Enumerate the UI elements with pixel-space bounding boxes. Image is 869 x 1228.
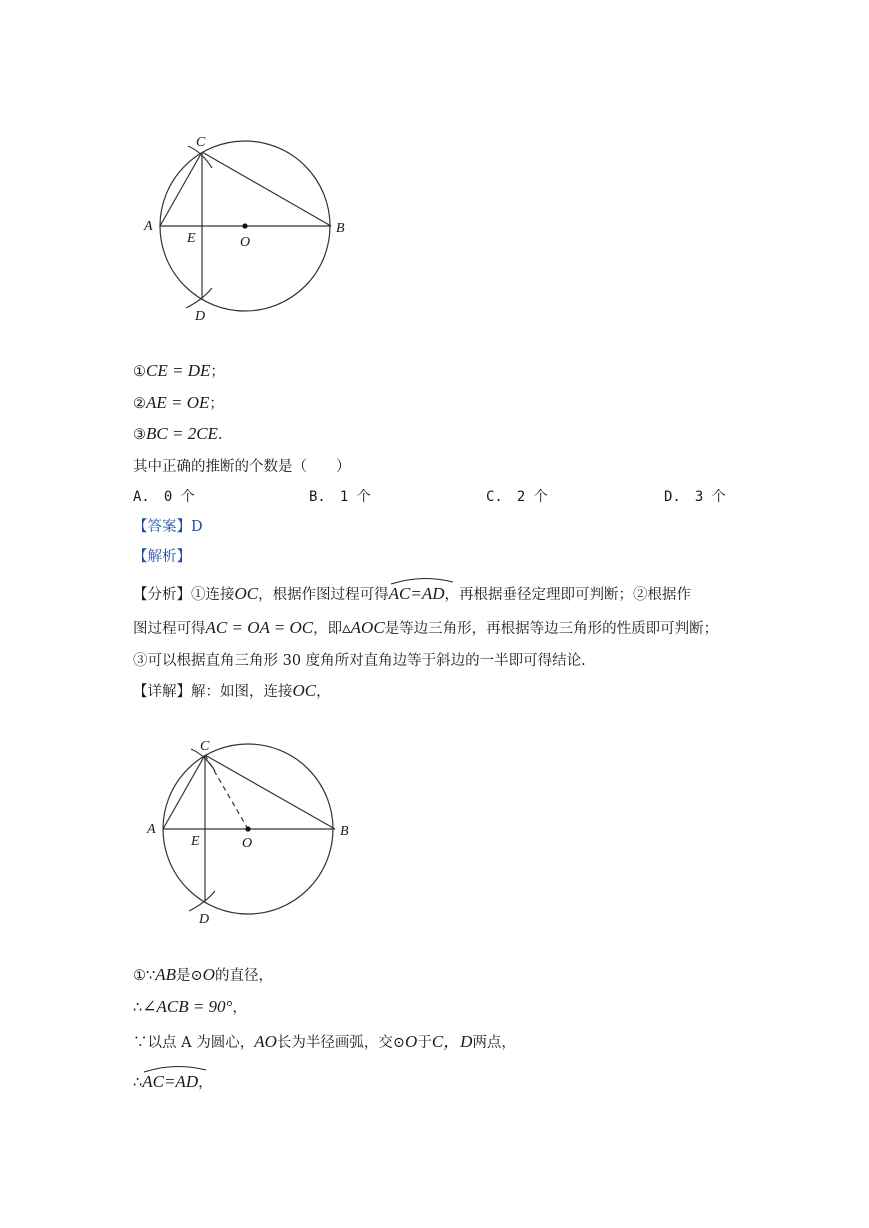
option-a: A. 0 个 — [133, 489, 195, 505]
label-E: E — [191, 834, 200, 849]
fenxi-line-3: ③可以根据直角三角形 30 度角所对直角边等于斜边的一半即可得结论. — [133, 653, 586, 669]
arc-ac-ad: AC=AD — [389, 578, 445, 604]
label-C: C — [196, 135, 206, 150]
label-O: O — [242, 836, 253, 851]
answer: 【答案】D — [133, 519, 203, 535]
fenxi-line-1: 【分析】①连接OC，根据作图过程可得 AC=AD，再根据垂径定理即可判断；②根据作 — [133, 578, 691, 604]
arc-ac-ad-2: AC=AD — [142, 1066, 198, 1092]
label-C: C — [200, 739, 210, 754]
label-B: B — [336, 221, 345, 236]
question-text: 其中正确的推断的个数是（ ） — [133, 459, 351, 475]
proof-line-2: ∴∠ACB = 90°， — [133, 997, 247, 1016]
geometry-figure-2 — [145, 735, 365, 930]
label-A: A — [144, 219, 153, 234]
label-D: D — [195, 309, 206, 324]
option-b: B. 1 个 — [309, 489, 371, 505]
label-O: O — [240, 235, 251, 250]
proof-line-1: ①∵AB是⊙O的直径， — [133, 965, 273, 984]
xiangjie-line: 【详解】解：如图，连接OC， — [133, 681, 331, 700]
label-A: A — [147, 822, 156, 837]
label-D: D — [199, 912, 210, 927]
proof-line-3: ∵以点 A 为圆心，AO长为半径画弧，交⊙O于C，D两点， — [133, 1032, 516, 1051]
label-E: E — [187, 231, 196, 246]
proof-line-4: ∴ AC=AD， — [133, 1066, 213, 1092]
statement-3: ③BC = 2CE. — [133, 424, 223, 443]
analysis-label: 【解析】 — [133, 549, 191, 565]
fenxi-line-2: 图过程可得AC = OA = OC，即▵AOC是等边三角形，再根据等边三角形的性质即可判断； — [133, 618, 719, 637]
statement-1: ①CE = DE； — [133, 361, 225, 380]
label-B: B — [340, 824, 349, 839]
statement-2: ②AE = OE； — [133, 393, 224, 412]
option-d: D. 3 个 — [664, 489, 726, 505]
option-c: C. 2 个 — [486, 489, 548, 505]
geometry-figure-1 — [140, 130, 360, 330]
